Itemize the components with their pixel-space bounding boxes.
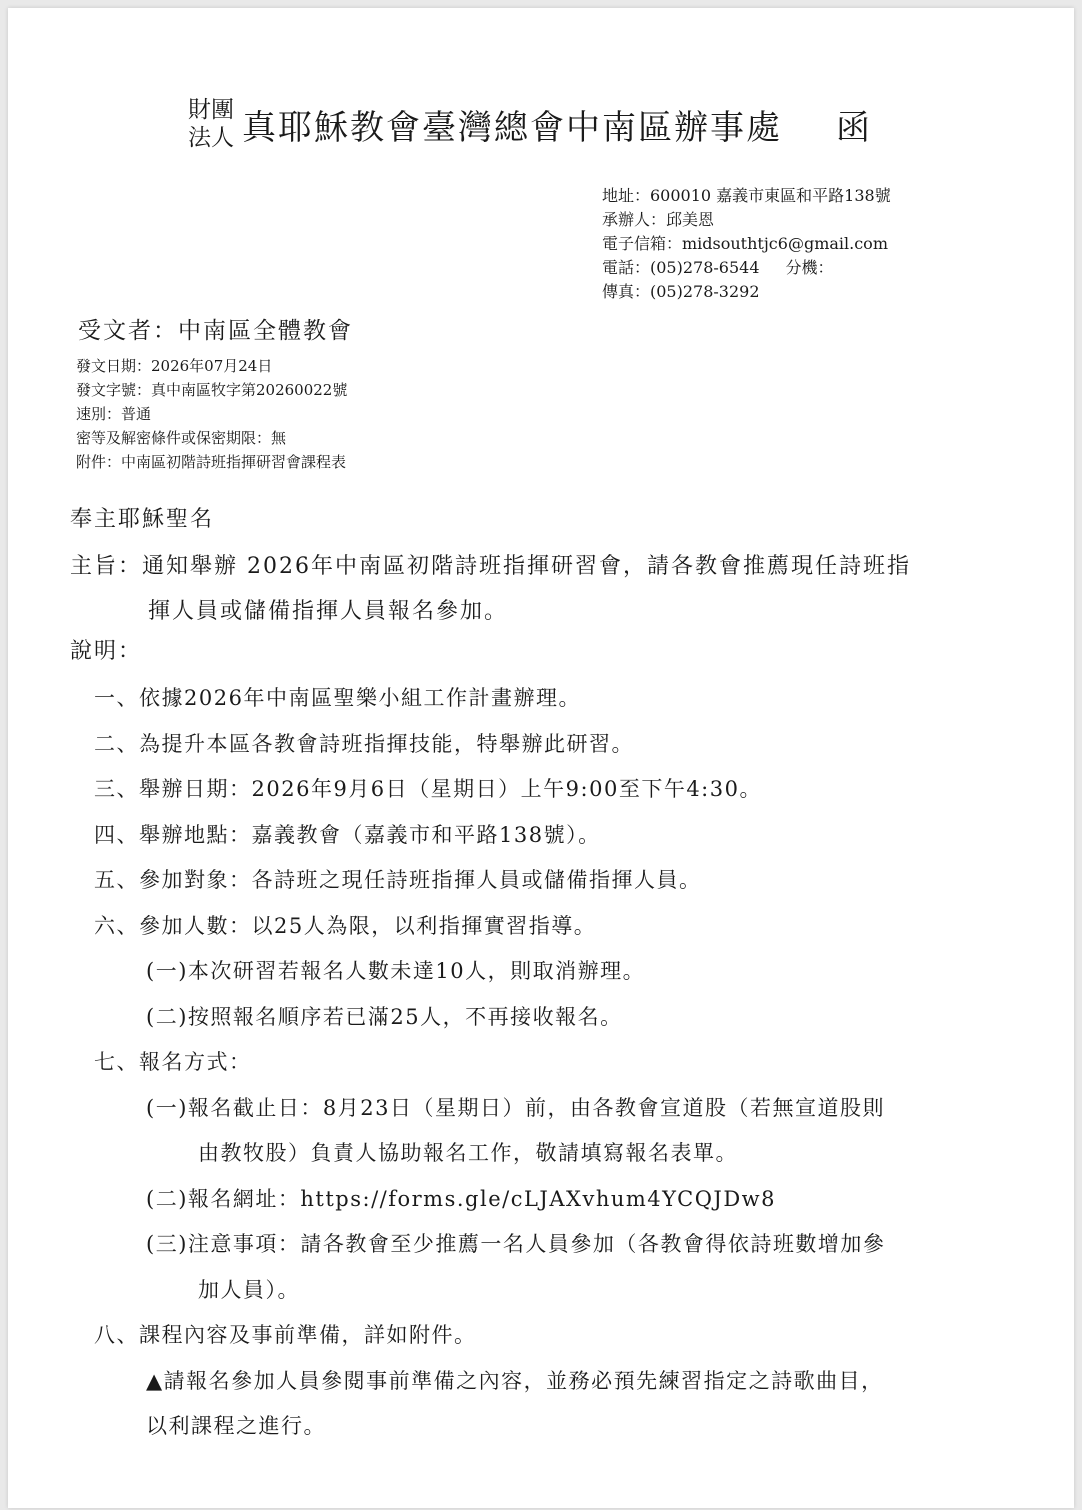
list-item: 六、參加人數：以25人為限，以利指揮實習指導。 xyxy=(94,913,597,938)
doc-type: 函 xyxy=(836,107,870,148)
org-type xyxy=(188,96,234,152)
list-subitem-continuation: 由教牧股）負責人協助報名工作，敬請填寫報名表單。 xyxy=(198,1141,738,1165)
greeting: 奉主耶穌聖名 xyxy=(70,507,215,532)
list-item: 二、為提升本區各教會詩班指揮技能，特舉辦此研習。 xyxy=(94,731,634,756)
list-item: 四、舉辦地點：嘉義教會（嘉義市和平路138號）。 xyxy=(94,822,601,847)
document-header xyxy=(188,96,870,152)
list-subitem: (三)注意事項：請各教會至少推薦一名人員參加（各教會得依詩班數增加參 xyxy=(146,1232,886,1256)
note-continuation: 以利課程之進行。 xyxy=(146,1414,326,1438)
list-item: 三、舉辦日期：2026年9月6日（星期日）上午9:00至下午4:30。 xyxy=(94,777,762,801)
list-subitem: (二)按照報名順序若已滿25人，不再接收報名。 xyxy=(146,1004,623,1029)
org-type-line1: 財團 xyxy=(188,97,234,123)
note-item: ▲請報名參加人員參閱事前準備之內容，並務必預先練習指定之詩歌曲目， xyxy=(146,1368,884,1393)
meta-speed: 速別：普通 xyxy=(76,405,152,423)
list-subitem: (一)本次研習若報名人數未達10人，則取消辦理。 xyxy=(146,959,646,983)
contact-handler: 承辦人：邱美恩 xyxy=(602,210,715,229)
list-item: 一、依據2026年中南區聖樂小組工作計畫辦理。 xyxy=(94,686,581,710)
contact-email: 電子信箱：midsouthtjc6@gmail.com xyxy=(602,234,888,253)
contact-block xyxy=(602,184,891,304)
meta-number: 發文字號：真中南區牧字第20260022號 xyxy=(76,381,348,399)
explanation-list xyxy=(94,676,885,1450)
meta-attachment: 附件：中南區初階詩班指揮研習會課程表 xyxy=(76,453,347,471)
contact-phone-row xyxy=(602,256,891,280)
registration-url: (二)報名網址：https://forms.gle/cLJAXvhum4YCQJDw8 xyxy=(146,1186,777,1211)
subject-line2: 揮人員或儲備指揮人員報名參加。 xyxy=(148,599,509,624)
list-subitem: (一)報名截止日：8月23日（星期日）前，由各教會宣道股（若無宣道股則 xyxy=(146,1095,885,1120)
list-item: 七、報名方式： xyxy=(94,1050,252,1074)
contact-address: 地址：600010 嘉義市東區和平路138號 xyxy=(602,186,891,205)
list-item: 五、參加對象：各詩班之現任詩班指揮人員或儲備指揮人員。 xyxy=(94,868,702,892)
org-name: 真耶穌教會臺灣總會中南區辦事處 xyxy=(242,107,782,148)
explanation-label: 說明： xyxy=(70,639,143,664)
subject-line1: 主旨：通知舉辦 2026年中南區初階詩班指揮研習會，請各教會推薦現任詩班指 xyxy=(70,554,911,579)
org-type-line2: 法人 xyxy=(188,125,234,151)
list-item: 八、課程內容及事前準備，詳如附件。 xyxy=(94,1323,477,1347)
list-subitem-continuation: 加人員）。 xyxy=(198,1277,300,1302)
subject xyxy=(70,544,911,634)
recipient: 受文者：中南區全體教會 xyxy=(78,318,353,344)
meta-block xyxy=(76,354,347,474)
contact-ext: 分機： xyxy=(785,258,834,277)
document-page xyxy=(8,8,1074,1508)
contact-phone: 電話：(05)278-6544 xyxy=(602,258,760,277)
meta-date: 發文日期：2026年07月24日 xyxy=(76,357,273,375)
contact-fax: 傳真：(05)278-3292 xyxy=(602,282,760,301)
meta-secrecy: 密等及解密條件或保密期限：無 xyxy=(76,429,287,447)
